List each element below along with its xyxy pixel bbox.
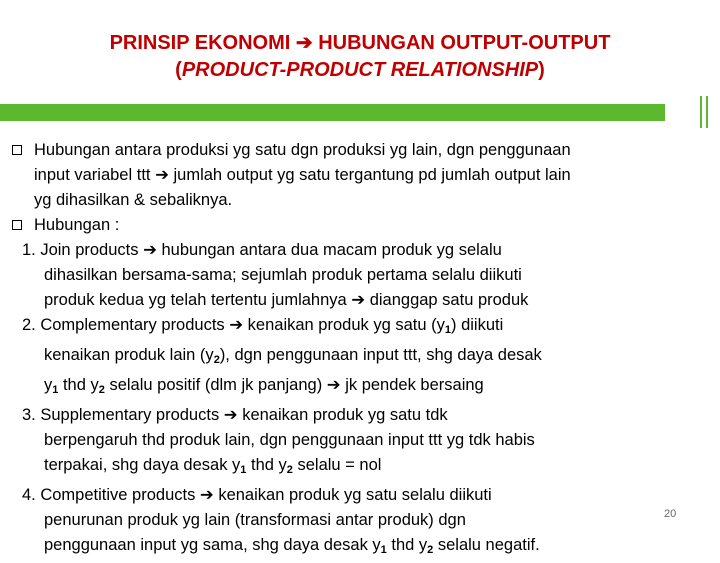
subscript: 1 — [52, 384, 59, 396]
item-1-line-2 — [12, 263, 702, 288]
item-3-text-1a: 3. Supplementary products — [22, 406, 224, 424]
item-2-text-1c: ) diikuti — [451, 316, 504, 334]
item-1-line-1 — [12, 238, 702, 263]
item-2-text-3c: selalu positif (dlm jk panjang) — [104, 376, 327, 394]
item-1-text-1b: hubungan antara dua macam produk yg selalu — [156, 241, 502, 259]
item-1-text-1a: 1. Join products — [22, 241, 144, 259]
item-2-text-2a: kenaikan produk lain (y — [44, 346, 214, 364]
item-4-text-3b: thd y — [386, 536, 428, 554]
item-3-line-1 — [12, 403, 702, 428]
arrow-right-icon: ➔ — [143, 241, 157, 259]
subscript: 2 — [286, 464, 293, 476]
item-4-text-3c: selalu negatif. — [433, 536, 540, 554]
bullet-1-line-3 — [12, 188, 702, 213]
arrow-right-icon: ➔ — [223, 406, 238, 424]
item-4-line-3 — [12, 533, 702, 563]
item-3-text-2: berpengaruh thd produk lain, dgn penggunaan input ttt yg tdk habis — [44, 431, 535, 449]
arrow-right-icon: ➔ — [229, 316, 244, 334]
subscript: 2 — [427, 544, 434, 556]
checkbox-bullet-icon — [12, 220, 22, 230]
item-4-line-1 — [12, 483, 702, 508]
bullet-2-line-1 — [12, 213, 702, 238]
subscript: 1 — [240, 464, 247, 476]
item-4-line-2 — [12, 508, 702, 533]
title-text-b: HUBUNGAN OUTPUT-OUTPUT — [312, 32, 611, 54]
title-subtitle: PRODUCT-PRODUCT RELATIONSHIP — [181, 59, 539, 81]
item-3-line-2 — [12, 428, 702, 453]
arrow-right-icon: ➔ — [295, 32, 313, 54]
item-2-text-1b: kenaikan produk yg satu (y — [243, 316, 445, 334]
title-text-a: PRINSIP EKONOMI — [109, 32, 296, 54]
page-number: 20 — [664, 508, 677, 520]
subscript: 1 — [380, 544, 387, 556]
item-2-line-2 — [12, 343, 702, 373]
item-1-text-3b: dianggap satu produk — [365, 291, 529, 309]
bullet-1-text-1: Hubungan antara produksi yg satu dgn produksi yg lain, dgn penggunaan — [34, 141, 571, 159]
item-2-line-1 — [12, 313, 702, 343]
title-line-2 — [0, 57, 720, 84]
item-4-text-1a: 4. Competitive products — [22, 486, 200, 504]
subscript: 2 — [213, 354, 220, 366]
item-4-text-2: penurunan produk yg lain (transformasi antar produk) dgn — [44, 511, 466, 529]
item-2-text-3b: thd y — [58, 376, 99, 394]
arrow-right-icon: ➔ — [326, 376, 341, 394]
bullet-1-text-2a: input variabel ttt — [34, 166, 156, 184]
bullet-2-text: Hubungan : — [34, 216, 120, 234]
title-paren-close: ) — [538, 59, 545, 81]
subscript: 1 — [444, 324, 451, 336]
item-2-line-3 — [12, 373, 702, 403]
item-3-text-3b: thd y — [246, 456, 287, 474]
subscript: 2 — [98, 384, 105, 396]
title-paren-open: ( — [175, 59, 182, 81]
item-3-text-1b: kenaikan produk yg satu tdk — [237, 406, 448, 424]
item-2-text-3a: y — [44, 376, 53, 394]
item-1-text-2: dihasilkan bersama-sama; sejumlah produk pertama selalu diikuti — [44, 266, 522, 284]
slide-body — [12, 138, 702, 563]
bullet-1-line-1 — [12, 138, 702, 163]
item-3-text-3c: selalu = nol — [292, 456, 382, 474]
arrow-right-icon: ➔ — [199, 486, 214, 504]
item-4-text-1b: kenaikan produk yg satu selalu diikuti — [213, 486, 492, 504]
checkbox-bullet-icon — [12, 145, 22, 155]
item-3-line-3 — [12, 453, 702, 483]
bullet-1-text-3: yg dihasilkan & sebaliknya. — [34, 191, 233, 209]
item-2-text-2b: ), dgn penggunaan input ttt, shg daya desak — [219, 346, 542, 364]
green-divider-bar — [0, 104, 665, 121]
slide-title — [0, 30, 720, 84]
item-1-line-3 — [12, 288, 702, 313]
item-2-text-3d: jk pendek bersaing — [340, 376, 484, 394]
title-line-1 — [0, 30, 720, 57]
item-4-text-3a: penggunaan input yg sama, shg daya desak y — [44, 536, 381, 554]
green-side-mark — [700, 96, 708, 128]
arrow-right-icon: ➔ — [155, 166, 169, 184]
item-1-text-3a: produk kedua yg telah tertentu jumlahnya — [44, 291, 352, 309]
bullet-1-text-2b: jumlah output yg satu tergantung pd jumlah output lain — [168, 166, 571, 184]
item-3-text-3a: terpakai, shg daya desak y — [44, 456, 241, 474]
bullet-1-line-2 — [12, 163, 702, 188]
item-2-text-1a: 2. Complementary products — [22, 316, 230, 334]
arrow-right-icon: ➔ — [351, 291, 366, 309]
